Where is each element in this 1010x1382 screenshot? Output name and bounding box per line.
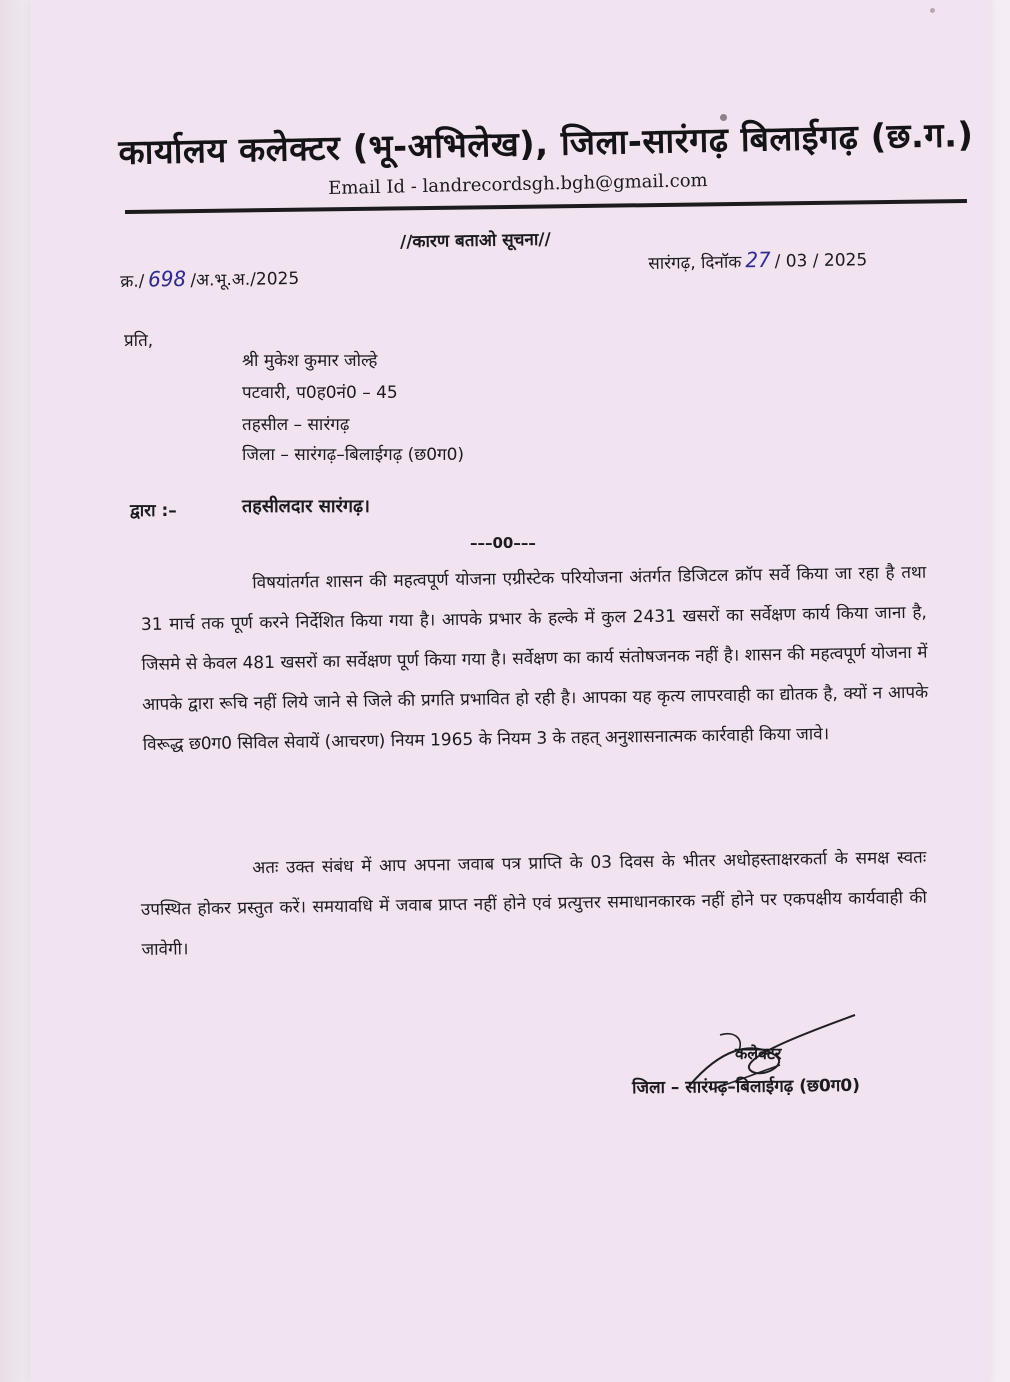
via-value: तहसीलदार सारंगढ़।	[242, 496, 370, 517]
recipient-tehsil: तहसील – सारंगढ़	[242, 415, 350, 435]
recipient-name: श्री मुकेश कुमार जोल्हे	[242, 351, 378, 371]
body-paragraph-1: विषयांतर्गत शासन की महत्वपूर्ण योजना एग्रीस्टेक परियोजना अंतर्गत डिजिटल क्रॉप सर्वे किया जा रहा है तथा 31 मार्च तक पूर्ण करने निर्देशित किया गया है। आपके प्रभार के हल्के में कुल 2431 खसरों का सर्वेक्षण कार्य किया जाना है, जिसमे से केवल 481 खसरों का सर्वेक्षण पूर्ण किया गया है। सर्वेक्षण का कार्य संतोषजनक नहीं है। शासन की महत्वपूर्ण योजना में आपके द्वारा रूचि नहीं लिये जाने से जिले की प्रगति प्रभावित हो रही है। आपका यह कृत्य लापरवाही का द्योतक है, क्यों न आपके विरूद्ध छ0ग0 सिविल सेवायें (आचरण) नियम 1965 के नियम 3 के तहत् अनुशासनात्मक कार्रवाही किया जावे।	[140, 562, 929, 755]
recipient-district: जिला – सारंगढ़–बिलाईगढ़ (छ0ग0)	[242, 445, 465, 465]
notice-subject: //कारण बताओ सूचना//	[399, 229, 551, 253]
office-title: कार्यालय कलेक्टर (भू-अभिलेख), जिला-सारंगढ़ बिलाईगढ़ (छ.ग.)	[118, 115, 974, 173]
signatory-district: जिला – सारंगढ़–बिलाईगढ़ (छ0ग0)	[631, 1075, 861, 1099]
via-label: द्वारा :–	[130, 501, 177, 521]
signatory-title: कलेक्टर	[735, 1044, 782, 1063]
recipient-salutation: प्रति,	[124, 331, 154, 351]
notice-date	[648, 246, 867, 274]
body-paragraph-2: अतः उक्त संबंध में आप अपना जवाब पत्र प्राप्ति के 03 दिवस के भीतर अधोहस्ताक्षरकर्ता के समक्ष स्वतः उपस्थित होकर प्रस्तुत करें। समयावधि में जवाब प्राप्त नहीं होने एवं प्रत्युत्तर समाधानकारक नहीं होने पर एकपक्षीय कार्यवाही की जावेगी।	[140, 847, 928, 960]
date-suffix: / 03 / 2025	[774, 250, 868, 272]
ref-prefix: क्र./	[120, 271, 145, 292]
ink-spot	[930, 8, 935, 13]
date-day-handwritten: 27	[745, 247, 771, 273]
date-prefix: सारंगढ़, दिनॉक	[648, 252, 742, 274]
ref-number-handwritten: 698	[148, 266, 187, 292]
reference-number	[120, 265, 299, 292]
office-email: Email Id - landrecordsgh.bgh@gmail.com	[328, 170, 708, 199]
ref-suffix: /अ.भू.अ./2025	[190, 268, 300, 291]
section-separator: –––00–––	[470, 534, 536, 552]
recipient-designation: पटवारी, प0ह0नं0 – 45	[242, 383, 398, 403]
